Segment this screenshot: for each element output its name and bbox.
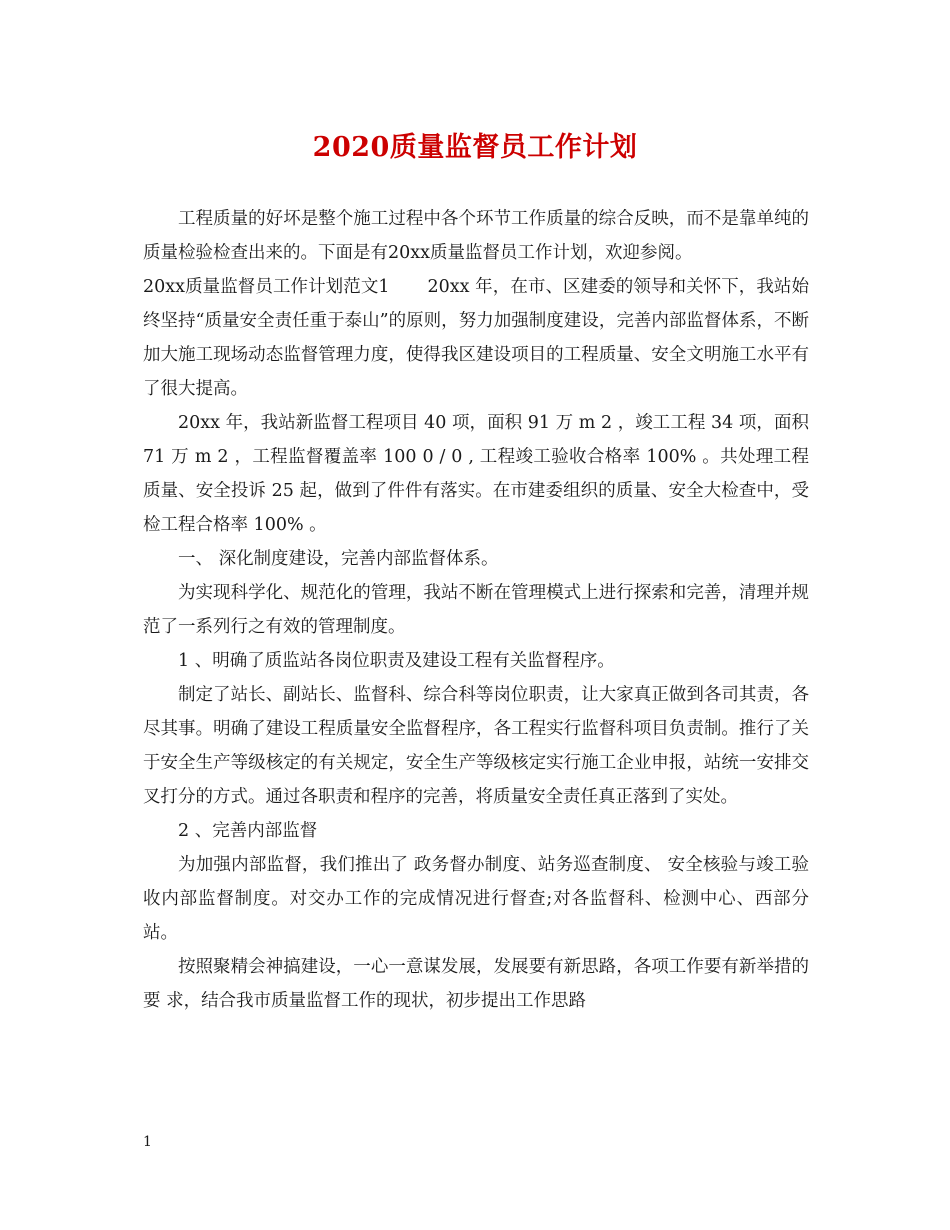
page-number: 1 bbox=[143, 1134, 152, 1150]
paragraph-item-2: 为加强内部监督，我们推出了 政务督办制度、站务巡查制度、 安全核验与竣工验收内部监督制度。对交办工作的完成情况进行督查;对各监督科、检测中心、西部分站。 bbox=[143, 855, 809, 943]
paragraph-sample bbox=[143, 270, 809, 406]
paragraph-stats: 20xx 年，我站新监督工程项目 40 项，面积 91 万 m 2 ，竣工工程 34 项，面积 71 万 m 2 ，工程监督覆盖率 100 0 / 0 , 工程竣工验收合格率 100% 。共处理工程质量、安全投诉 25 起，做到了件件有落实。在市建委组织的质量、安全大检查中，受检工程合格率 100% 。 bbox=[143, 413, 809, 535]
sample-body: 20xx 年，在市、区建委的领导和关怀下，我站始终坚持“质量安全责任重于泰山”的原则，努力加强制度建设，完善内部监督体系，不断加大施工现场动态监督管理力度，使得我区建设项目的工程质量、安全文明施工水平有了很大提高。 bbox=[143, 277, 809, 399]
section-heading-1: 一、 深化制度建设，完善内部监督体系。 bbox=[178, 549, 499, 569]
document-title: 2020质量监督员工作计划 bbox=[312, 132, 638, 163]
paragraph-item-1: 制定了站长、副站长、监督科、综合科等岗位职责，让大家真正做到各司其责，各尽其事。明确了建设工程质量安全监督程序，各工程实行监督科项目负责制。推行了关于安全生产等级核定的有关规定，安全生产等级核定实行施工企业申报，站统一安排交 叉打分的方式。通过各职责和程序的完善，将质量安全责任真正落到了实处。 bbox=[143, 685, 809, 807]
paragraph-section-1: 为实现科学化、规范化的管理，我站不断在管理模式上进行探索和完善，清理并规范了一系列行之有效的管理制度。 bbox=[143, 583, 809, 637]
sample-heading: 20xx质量监督员工作计划范文1 bbox=[143, 277, 390, 297]
paragraph-intro: 工程质量的好坏是整个施工过程中各个环节工作质量的综合反映，而不是靠单纯的质量检验检查出来的。下面是有20xx质量监督员工作计划，欢迎参阅。 bbox=[143, 209, 809, 263]
item-heading-2: 2 、完善内部监督 bbox=[178, 821, 318, 841]
document-body bbox=[143, 202, 809, 1018]
paragraph-closing: 按照聚精会神搞建设，一心一意谋发展，发展要有新思路，各项工作要有新举措的要 求，结合我市质量监督工作的现状，初步提出工作思路 bbox=[143, 957, 809, 1011]
item-heading-1: 1 、明确了质监站各岗位职责及建设工程有关监督程序。 bbox=[178, 651, 615, 671]
